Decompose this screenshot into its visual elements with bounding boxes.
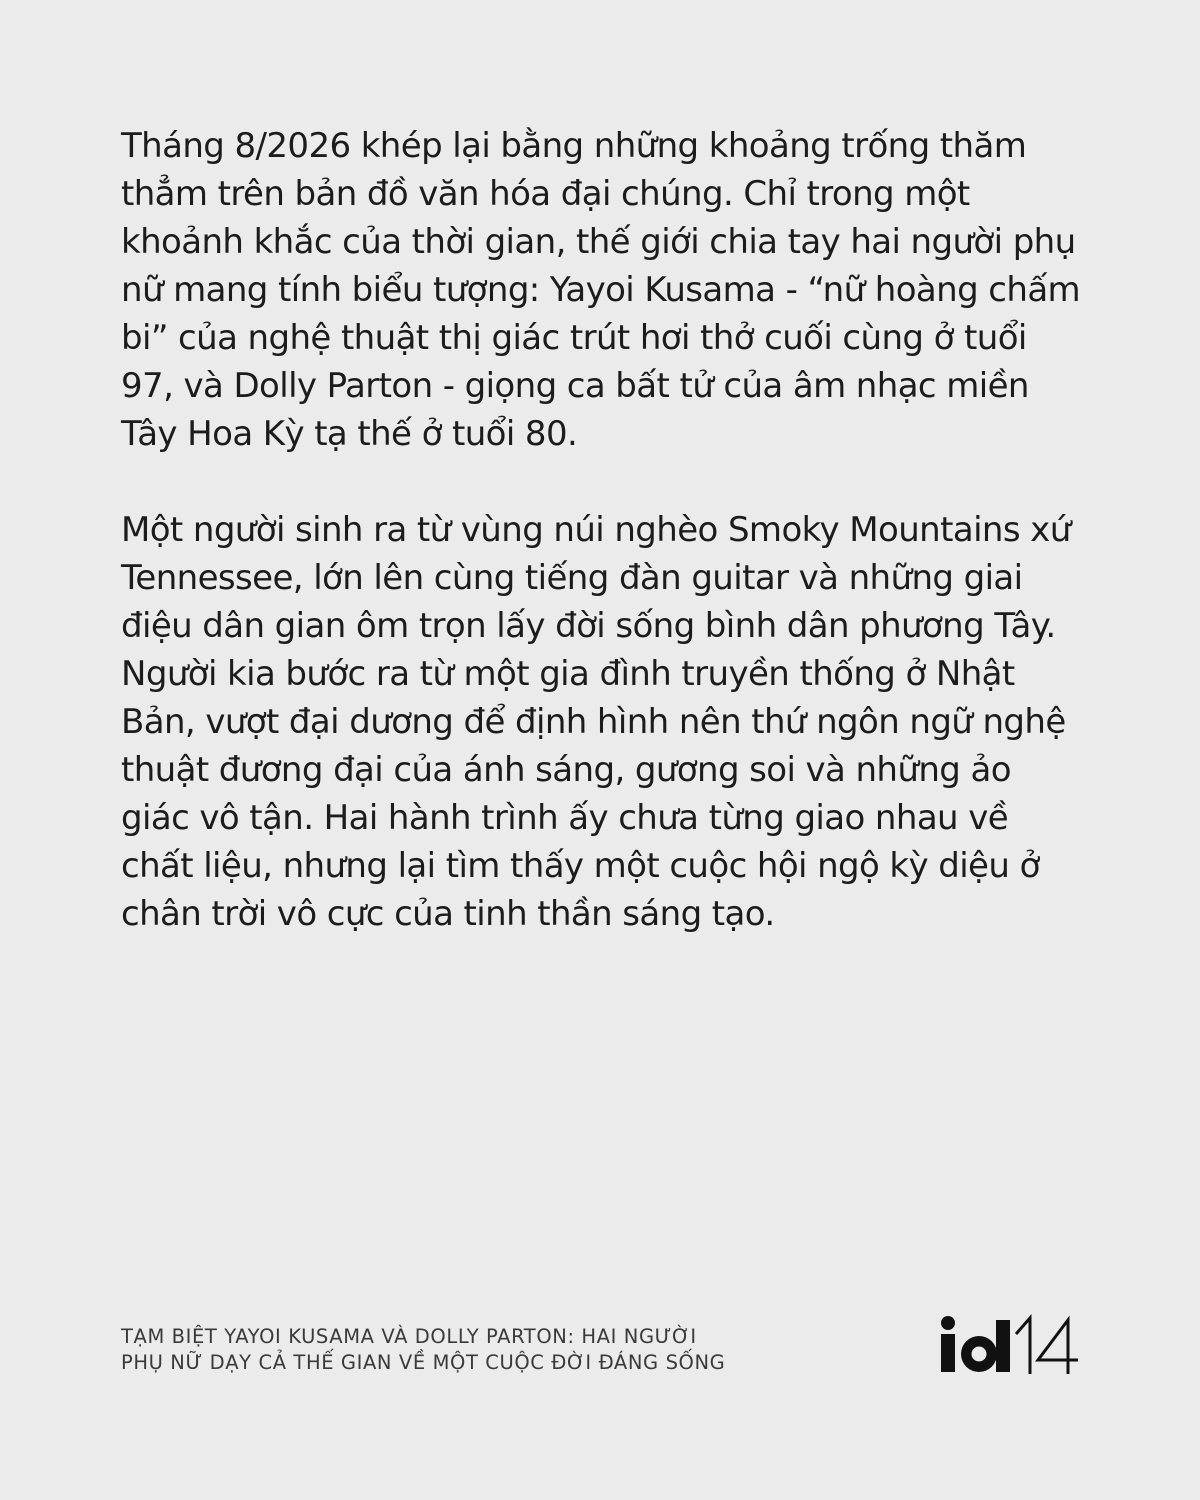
caption-line-2: PHỤ NỮ DẠY CẢ THẾ GIAN VỀ MỘT CUỘC ĐỜI ĐÁNG SỐNG	[121, 1351, 726, 1374]
id14-logo	[940, 1312, 1080, 1382]
article-body	[121, 122, 1081, 938]
caption-line-1: TẠM BIỆT YAYOI KUSAMA VÀ DOLLY PARTON: HAI NGƯỜI	[121, 1325, 697, 1348]
paragraph-intro: Tháng 8/2026 khép lại bằng những khoảng trống thăm thẳm trên bản đồ văn hóa đại chúng. Chỉ trong một khoảnh khắc của thời gian, thế giới chia tay hai người phụ nữ mang tính biểu tượng: Yayoi Kusama - “nữ hoàng chấm bi” của nghệ thuật thị giác trút hơi thở cuối cùng ở tuổi 97, và Dolly Parton - giọng ca bất tử của âm nhạc miền Tây Hoa Kỳ tạ thế ở tuổi 80.	[121, 126, 1081, 454]
paragraph-comparison: Một người sinh ra từ vùng núi nghèo Smoky Mountains xứ Tennessee, lớn lên cùng tiếng đàn guitar và những giai điệu dân gian ôm trọn lấy đời sống bình dân phương Tây. Người kia bước ra từ một gia đình truyền thống ở Nhật Bản, vượt đại dương để định hình nên thứ ngôn ngữ nghệ thuật đương đại của ánh sáng, gương soi và những ảo giác vô tận. Hai hành trình ấy chưa từng giao nhau về chất liệu, nhưng lại tìm thấy một cuộc hội ngộ kỳ diệu ở chân trời vô cực của tinh thần sáng tạo.	[121, 510, 1071, 934]
footer-caption	[121, 1324, 881, 1376]
